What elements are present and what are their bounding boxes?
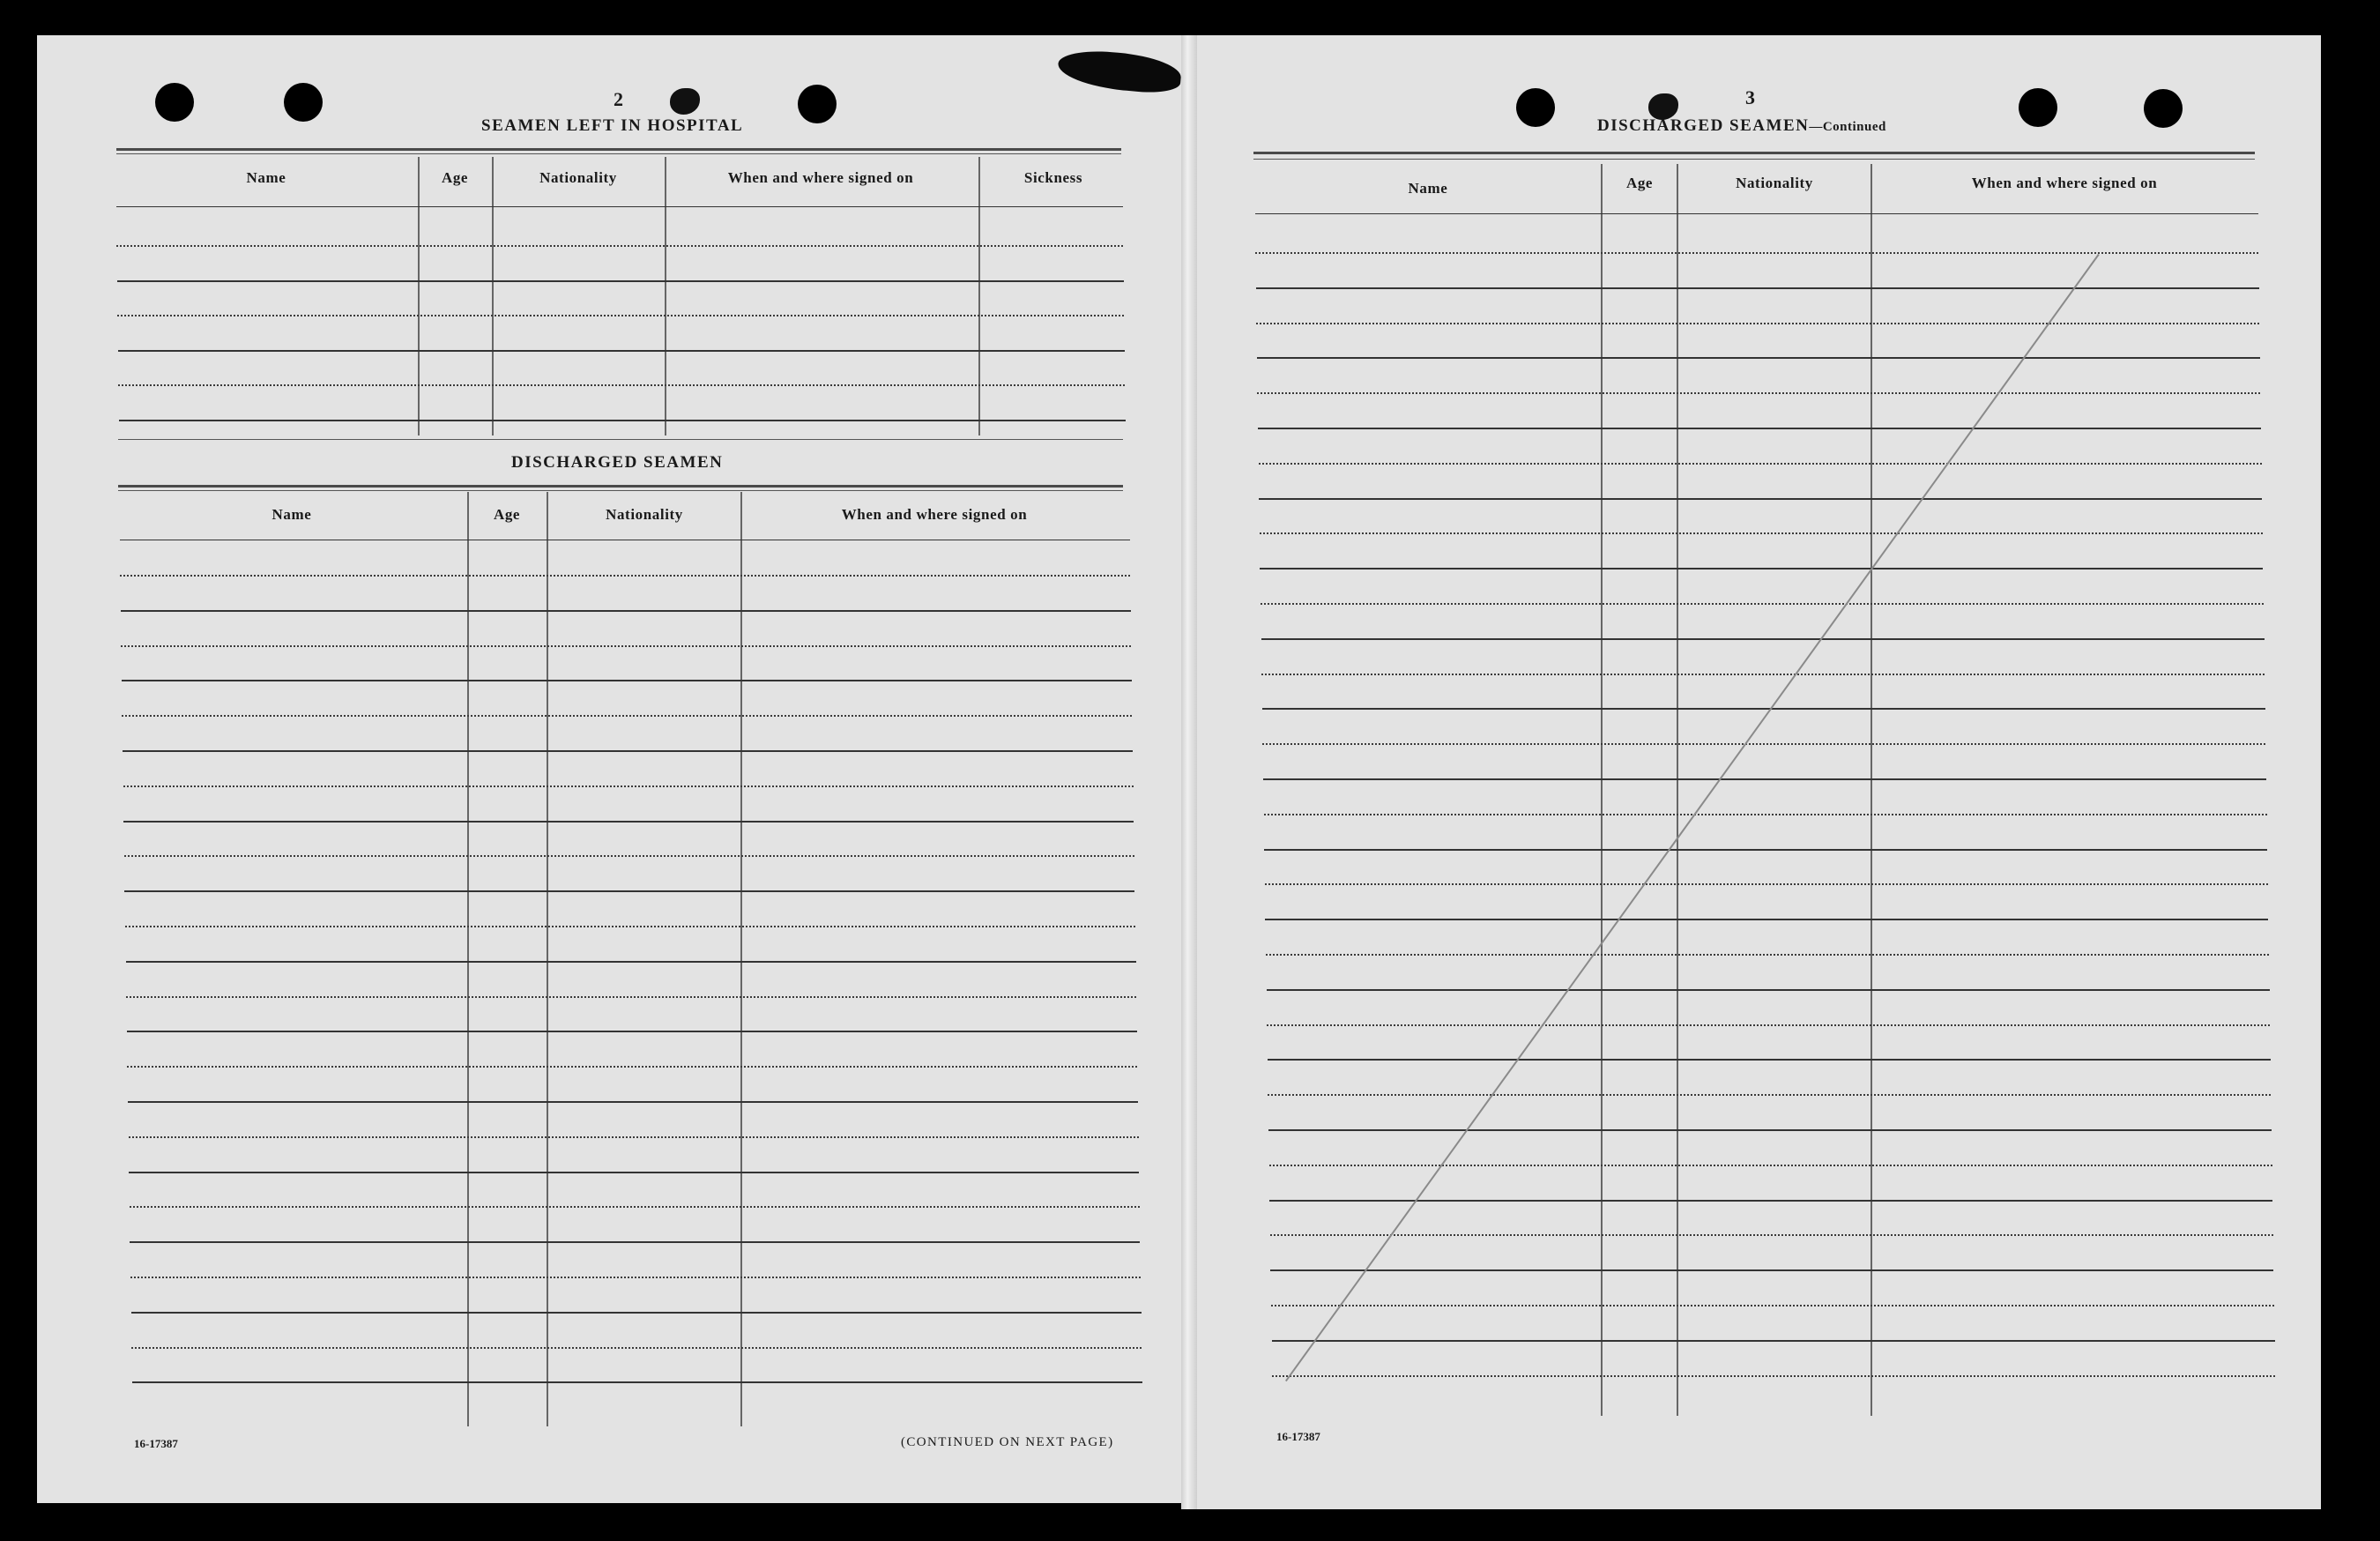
hospital-col-sickness: Sickness: [1023, 169, 1083, 186]
column-divider: [1601, 164, 1603, 1416]
blank-entry-row[interactable]: [128, 1099, 1138, 1103]
punch-hole: [155, 83, 194, 122]
discharged-col-age: Age: [493, 506, 521, 523]
column-divider: [1677, 164, 1678, 1416]
blank-entry-row[interactable]: [1268, 1057, 2271, 1061]
blank-entry-row[interactable]: [1272, 1338, 2275, 1342]
discharged-top-rule: [118, 485, 1123, 488]
blank-entry-row[interactable]: [1259, 461, 2262, 465]
blank-entry-row[interactable]: [117, 313, 1124, 316]
blank-entry-row[interactable]: [130, 1204, 1140, 1208]
right-col-name: Name: [1408, 180, 1448, 197]
right-col-signed-on: When and where signed on: [1971, 175, 2158, 191]
blank-entry-row[interactable]: [1263, 777, 2266, 780]
right-col-nationality: Nationality: [1736, 175, 1813, 191]
blank-entry-row[interactable]: [1268, 1128, 2272, 1131]
blank-entry-row[interactable]: [131, 1310, 1142, 1314]
punch-hole: [2144, 89, 2183, 128]
right-title-suffix: —Continued: [1809, 120, 1886, 134]
blank-entry-row[interactable]: [127, 1064, 1137, 1068]
blank-entry-row[interactable]: [1260, 566, 2263, 570]
punch-hole: [284, 83, 323, 122]
blank-entry-row[interactable]: [129, 1135, 1139, 1138]
blank-entry-row[interactable]: [1268, 1092, 2271, 1096]
blank-entry-row[interactable]: [1259, 496, 2262, 500]
blank-entry-row[interactable]: [1261, 672, 2265, 675]
continued-note: (CONTINUED ON NEXT PAGE): [901, 1435, 1114, 1449]
blank-entry-row[interactable]: [1262, 706, 2265, 710]
right-top-rule: [1253, 152, 2255, 154]
blank-entry-row[interactable]: [118, 348, 1125, 352]
column-divider: [492, 157, 494, 436]
blank-entry-row[interactable]: [1269, 1163, 2272, 1166]
blank-entry-row[interactable]: [1257, 355, 2260, 359]
blank-entry-row[interactable]: [1257, 391, 2260, 394]
hospital-col-signed-on: When and where signed on: [727, 169, 914, 186]
blank-entry-row[interactable]: [123, 784, 1134, 787]
blank-entry-row[interactable]: [1261, 601, 2264, 605]
blank-entry-row[interactable]: [124, 853, 1134, 857]
header-underline: [1255, 212, 2258, 214]
left-form-page: [37, 35, 1183, 1503]
discharged-section-title: DISCHARGED SEAMEN: [511, 453, 724, 472]
blank-entry-row[interactable]: [130, 1275, 1141, 1278]
blank-entry-row[interactable]: [126, 994, 1136, 998]
form-number-right: 16-17387: [1276, 1430, 1320, 1443]
blank-entry-row[interactable]: [122, 678, 1132, 681]
blank-entry-row[interactable]: [117, 279, 1124, 282]
hospital-section-title: SEAMEN LEFT IN HOSPITAL: [481, 116, 744, 135]
blank-entry-row[interactable]: [123, 748, 1133, 752]
punch-hole: [1516, 88, 1555, 127]
discharged-col-name: Name: [271, 506, 312, 523]
blank-entry-row[interactable]: [1267, 1023, 2270, 1026]
column-divider: [665, 157, 666, 436]
column-divider: [978, 157, 980, 436]
hospital-col-nationality: Nationality: [539, 169, 617, 186]
blank-entry-row[interactable]: [1270, 1232, 2273, 1236]
page-number-left: 2: [614, 88, 623, 110]
blank-entry-row[interactable]: [126, 959, 1136, 963]
column-divider: [1871, 164, 1872, 1416]
blank-entry-row[interactable]: [122, 713, 1132, 717]
hospital-col-name: Name: [246, 169, 286, 186]
blank-entry-row[interactable]: [1267, 987, 2270, 991]
blank-entry-row[interactable]: [1255, 250, 2258, 254]
right-section-title: [1597, 116, 1886, 136]
blank-entry-row[interactable]: [130, 1240, 1140, 1243]
hospital-col-age: Age: [441, 169, 469, 186]
blank-entry-row[interactable]: [1260, 531, 2263, 534]
blank-entry-row[interactable]: [1265, 882, 2268, 885]
right-form-page: [1194, 35, 2321, 1509]
punch-hole: [798, 85, 837, 123]
blank-entry-row[interactable]: [120, 573, 1130, 577]
hospital-bottom-rule: [118, 439, 1123, 440]
blank-entry-row[interactable]: [116, 243, 1123, 247]
punch-hole: [2019, 88, 2057, 127]
column-divider: [418, 157, 420, 436]
form-number-left: 16-17387: [134, 1437, 178, 1450]
discharged-col-signed-on: When and where signed on: [841, 506, 1028, 523]
blank-entry-row[interactable]: [127, 1029, 1137, 1032]
blank-entry-row[interactable]: [121, 608, 1131, 612]
header-underline: [120, 538, 1130, 540]
blank-entry-row[interactable]: [129, 1170, 1139, 1173]
right-title-main: DISCHARGED SEAMEN: [1597, 116, 1810, 135]
blank-entry-row[interactable]: [124, 889, 1134, 892]
blank-entry-row[interactable]: [1258, 426, 2261, 429]
blank-entry-row[interactable]: [1264, 847, 2267, 851]
page-gutter: [1181, 35, 1197, 1509]
hospital-top-rule: [116, 148, 1121, 151]
blank-entry-row[interactable]: [1265, 917, 2268, 920]
blank-entry-row[interactable]: [1264, 812, 2267, 815]
blank-entry-row[interactable]: [1272, 1374, 2275, 1377]
blank-entry-row[interactable]: [121, 644, 1131, 647]
blank-entry-row[interactable]: [1256, 286, 2259, 289]
right-col-age: Age: [1625, 175, 1654, 191]
blank-entry-row[interactable]: [1262, 741, 2265, 745]
blank-entry-row[interactable]: [1266, 952, 2269, 956]
blank-entry-row[interactable]: [1271, 1303, 2274, 1306]
blank-entry-row[interactable]: [119, 418, 1126, 421]
blank-entry-row[interactable]: [123, 819, 1134, 823]
blank-entry-row[interactable]: [1270, 1268, 2273, 1271]
blank-entry-row[interactable]: [1256, 321, 2259, 324]
header-underline: [116, 205, 1123, 207]
page-number-right: 3: [1745, 86, 1755, 108]
blank-entry-row[interactable]: [1261, 636, 2265, 640]
blank-entry-row[interactable]: [125, 924, 1135, 927]
blank-entry-row[interactable]: [131, 1345, 1142, 1349]
discharged-col-nationality: Nationality: [606, 506, 683, 523]
blank-entry-row[interactable]: [132, 1380, 1142, 1383]
blank-entry-row[interactable]: [1269, 1198, 2272, 1202]
blank-entry-row[interactable]: [118, 383, 1125, 386]
